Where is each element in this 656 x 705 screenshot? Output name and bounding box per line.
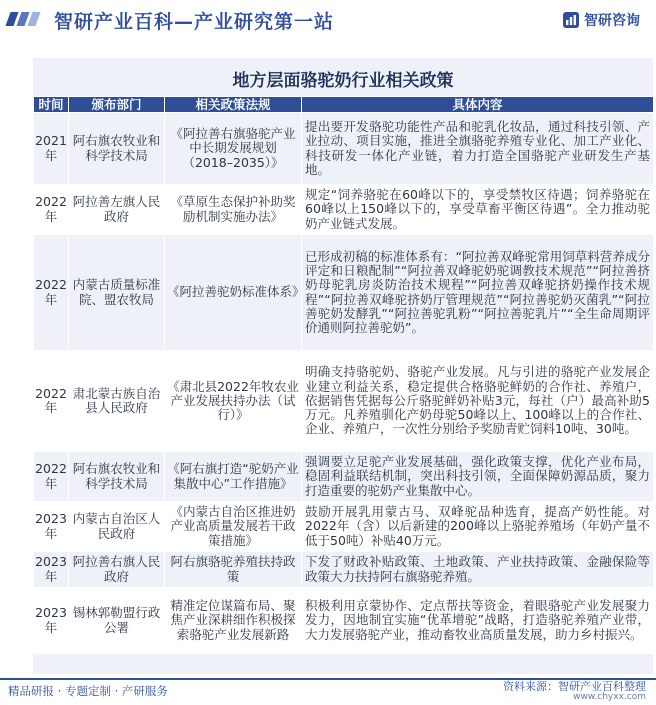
policy-table — [33, 96, 654, 654]
cell-policy: 《阿右旗打造“驼奶产业集散中心”工作措施》 — [165, 452, 302, 502]
cell-policy: 《内蒙古自治区推进奶产业高质量发展若干政策措施》 — [165, 502, 302, 552]
cell-policy: 《阿拉善右旗骆驼产业中长期发展规划（2018–2035）》 — [165, 113, 302, 185]
cell-year: 2022年 — [34, 351, 69, 452]
cell-policy: 精准定位谋篇布局、聚焦产业深耕细作积极探索骆驼产业发展新路 — [165, 588, 302, 654]
column-header-policy: 相关政策法规 — [165, 97, 302, 113]
cell-dept: 内蒙古质量标准院、盟农牧局 — [69, 235, 165, 351]
table-row — [34, 185, 654, 235]
cell-year: 2023年 — [34, 502, 69, 552]
cell-content: 下发了财政补贴政策、土地政策、产业扶持政策、金融保险等政策大力扶持阿右旗骆驼养殖。 — [302, 552, 654, 588]
header-stripes-icon — [8, 12, 38, 26]
cell-policy: 《肃北县2022年牧农业产业发展扶持办法（试行）》 — [165, 351, 302, 452]
cell-year: 2022年 — [34, 452, 69, 502]
zhiyan-logo-icon — [562, 11, 580, 29]
cell-dept: 阿拉善右旗人民政府 — [69, 552, 165, 588]
table-row — [34, 588, 654, 654]
footer-services: 精品研报 · 专题定制 · 产研服务 — [8, 684, 168, 698]
cell-content: 明确支持骆驼奶、骆驼产业发展。凡与引进的骆驼产业发展企业建立利益关系，稳定提供合格骆驼鲜奶的合作社、养殖户，依据销售凭据每公斤骆驼鲜奶补贴3元，每社（户）最高补助5万元。凡养殖驯化产奶母驼50峰以上、100峰以上的合作社、企业、养殖户，一次性分别给予奖励青贮饲料10吨、30吨。 — [302, 351, 654, 452]
cell-year: 2023年 — [34, 588, 69, 654]
table-row — [34, 502, 654, 552]
cell-content: 强调要立足驼产业发展基础，强化政策支撑，优化产业布局，稳固利益联结机制，突出科技引领，全面保障奶源品质，聚力打造重要的驼奶产业集散中心。 — [302, 452, 654, 502]
table-row — [34, 235, 654, 351]
cell-content: 积极利用京蒙协作、定点帮扶等资金，着眼骆驼产业发展聚力发力，因地制宜实施“优革增驼”战略，打造骆驼养殖产业带，大力发展骆驼产业，推动畜牧业高质量发展，助力乡村振兴。 — [302, 588, 654, 654]
column-header-year: 时间 — [34, 97, 69, 113]
table-header-row — [34, 97, 654, 113]
table-row — [34, 452, 654, 502]
source-note: 资料来源：智研产业百科整理 — [503, 680, 646, 693]
table-row — [34, 351, 654, 452]
cell-dept: 阿拉善左旗人民政府 — [69, 185, 165, 235]
policy-panel — [33, 58, 653, 674]
site-url[interactable]: www.chyxx.com — [573, 692, 646, 702]
cell-policy: 《阿拉善驼奶标准体系》 — [165, 235, 302, 351]
brand[interactable] — [562, 10, 640, 30]
cell-year: 2021年 — [34, 113, 69, 185]
cell-dept: 肃北蒙古族自治县人民政府 — [69, 351, 165, 452]
cell-content: 已形成初稿的标准体系有：“阿拉善双峰驼常用饲草料营养成分评定和日粮配制”“阿拉善双峰驼奶驼调教技术规范”“阿拉善挤奶母驼乳房炎防治技术规程”“阿拉善双峰驼挤奶操作技术规程”“阿拉善双峰驼挤奶厅管理规范”“阿拉善驼奶灭菌乳”“阿拉善驼奶发酵乳”“阿拉善驼乳粉”“阿拉善驼乳片”“全生命周期评价通则阿拉善驼奶”。 — [302, 235, 654, 351]
cell-year: 2022年 — [34, 235, 69, 351]
cell-policy: 《草原生态保护补助奖励机制实施办法》 — [165, 185, 302, 235]
brand-name: 智研咨询 — [584, 13, 640, 29]
footer — [0, 678, 656, 705]
cell-year: 2023年 — [34, 552, 69, 588]
cell-dept: 阿右旗农牧业和科学技术局 — [69, 113, 165, 185]
site-title: 智研产业百科—产业研究第一站 — [54, 11, 335, 33]
top-bar — [0, 0, 656, 40]
footer-source — [503, 681, 646, 703]
column-header-dept: 颁布部门 — [69, 97, 165, 113]
table-row — [34, 113, 654, 185]
cell-content: 鼓励开展乳用蒙古马、双峰驼品种选育，提高产奶性能。对2022年（含）以后新建的200峰以上骆驼养殖场（年奶产量不低于50吨）补贴40万元。 — [302, 502, 654, 552]
cell-content: 提出要开发骆驼功能性产品和驼乳化妆品，通过科技引领、产业拉动、项目实施，推进全旗骆驼养殖专业化、加工产业化、科技研发一体化产业链，着力打造全国骆驼产业研发生产基地。 — [302, 113, 654, 185]
table-row — [34, 552, 654, 588]
cell-dept: 锡林郭勒盟行政公署 — [69, 588, 165, 654]
cell-dept: 阿右旗农牧业和科学技术局 — [69, 452, 165, 502]
cell-year: 2022年 — [34, 185, 69, 235]
cell-policy: 阿右旗骆驼养殖扶持政策 — [165, 552, 302, 588]
column-header-content: 具体内容 — [302, 97, 654, 113]
cell-content: 规定“饲养骆驼在60峰以下的，享受禁牧区待遇；饲养骆驼在60峰以上150峰以下的，享受草畜平衡区待遇”。全力推动驼奶产业链式发展。 — [302, 185, 654, 235]
table-title: 地方层面骆驼奶行业相关政策 — [232, 71, 454, 91]
cell-dept: 内蒙古自治区人民政府 — [69, 502, 165, 552]
